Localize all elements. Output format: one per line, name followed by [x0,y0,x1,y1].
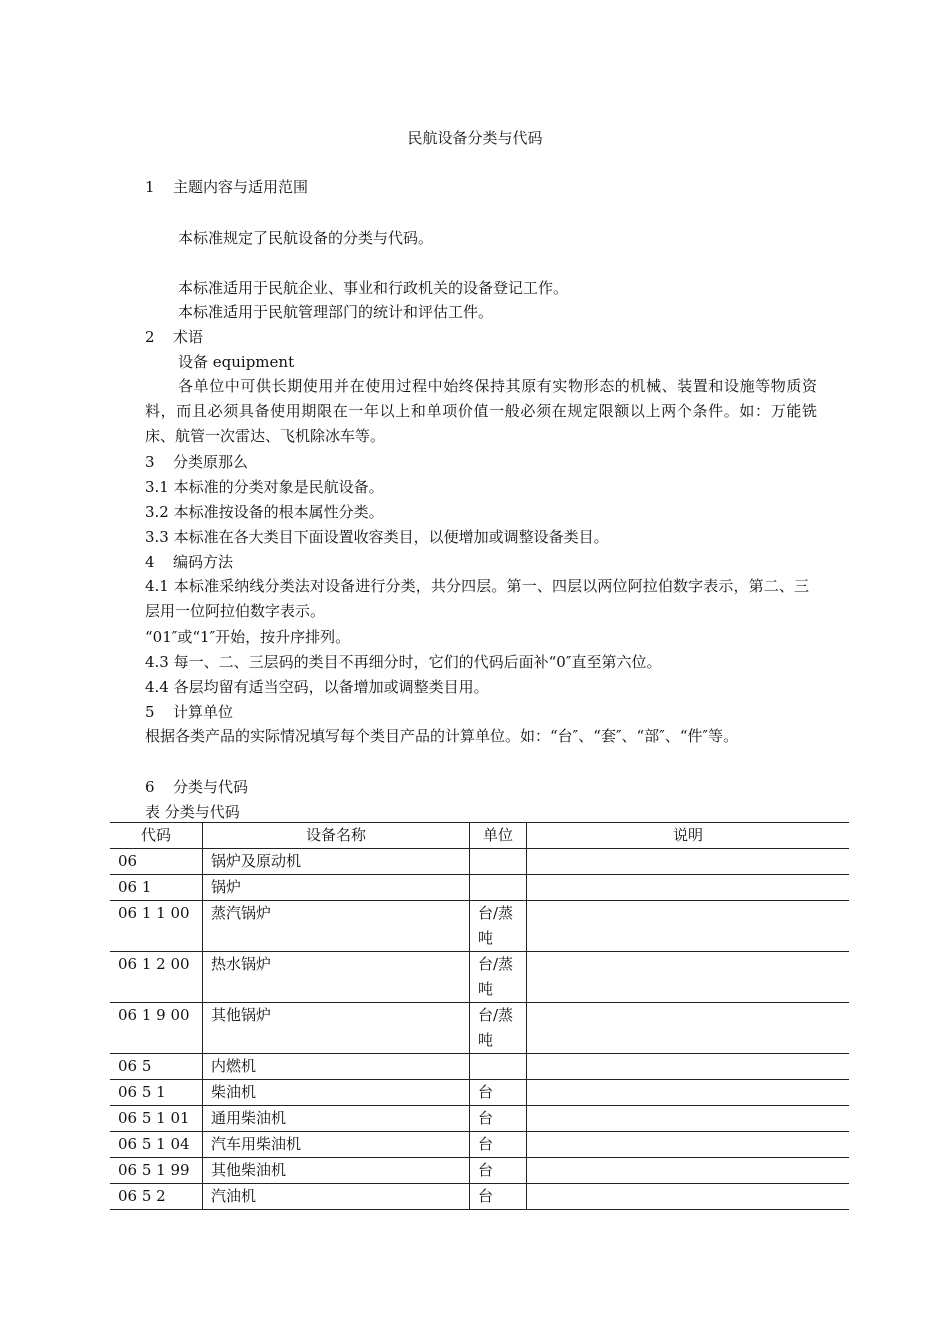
section-number: 2 [145,328,155,346]
cell-name: 蒸汽锅炉 [203,901,470,952]
table-row [110,901,849,952]
document-title: 民航设备分类与代码 [407,129,543,147]
cell-code: 06 5 [110,1054,203,1080]
cell-name: 热水锅炉 [203,952,470,1003]
section-3-heading [145,452,815,472]
section-title: 计算单位 [173,703,234,721]
table-row [110,1054,849,1080]
section-2-heading [145,327,815,347]
table-row [110,1132,849,1158]
table-row [110,1003,849,1054]
clause-4-1: 4.1 本标准采纳线分类法对设备进行分类，共分四层。第一、四层以两位阿拉伯数字表示，第二、三层用一位阿拉伯数字表示。 [145,577,809,620]
table-row [110,1158,849,1184]
cell-note [527,849,850,875]
section-number: 4 [145,553,155,571]
table-row [110,1106,849,1132]
cell-code: 06 5 2 [110,1184,203,1210]
clause-3-3: 3.3 本标准在各大类目下面设置收容类目，以便增加或调整设备类目。 [145,528,609,546]
cell-name: 内燃机 [203,1054,470,1080]
cell-unit [470,1054,527,1080]
section-title: 分类原那么 [173,453,249,471]
term-equipment: 设备 equipment [178,353,295,371]
cell-note [527,1054,850,1080]
cell-note [527,952,850,1003]
cell-name: 锅炉及原动机 [203,849,470,875]
section-title: 编码方法 [173,553,234,571]
cell-unit: 台 [470,1132,527,1158]
section-number: 3 [145,453,155,471]
cell-name: 其他锅炉 [203,1003,470,1054]
scope-paragraph-3: 本标准适用于民航管理部门的统计和评估工件。 [178,303,494,321]
clause-3-2: 3.2 本标准按设备的根本属性分类。 [145,503,384,521]
clause-4-3: 4.3 每一、二、三层码的类目不再细分时，它们的代码后面补“0″直至第六位。 [145,653,662,671]
table-row [110,875,849,901]
cell-unit: 台/蒸吨 [470,1003,527,1054]
clause-4-note: “01″或“1″开始，按升序排列。 [145,628,351,646]
header-note: 说明 [527,823,850,849]
cell-code: 06 5 1 01 [110,1106,203,1132]
term-definition: 各单位中可供长期使用并在使用过程中始终保持其原有实物形态的机械、装置和设施等物质资料，而且必须具备使用期限在一年以上和单项价值一般必须在规定限额以上两个条件。如：万能铣床、航管一次雷达、飞机除冰车等。 [145,377,817,445]
section-title: 主题内容与适用范围 [173,178,309,196]
cell-name: 通用柴油机 [203,1106,470,1132]
table-caption: 表 分类与代码 [145,803,240,821]
cell-name: 柴油机 [203,1080,470,1106]
scope-paragraph-2: 本标准适用于民航企业、事业和行政机关的设备登记工作。 [178,279,569,297]
cell-code: 06 1 [110,875,203,901]
cell-name: 汽油机 [203,1184,470,1210]
cell-note [527,901,850,952]
table-header-row [110,823,849,849]
cell-unit: 台/蒸吨 [470,901,527,952]
cell-name: 锅炉 [203,875,470,901]
cell-unit: 台 [470,1106,527,1132]
cell-note [527,1080,850,1106]
table-row [110,849,849,875]
cell-code: 06 5 1 04 [110,1132,203,1158]
cell-code: 06 5 1 99 [110,1158,203,1184]
cell-unit [470,849,527,875]
header-name: 设备名称 [203,823,470,849]
cell-note [527,1184,850,1210]
cell-unit: 台 [470,1184,527,1210]
section-number: 5 [145,703,155,721]
scope-paragraph-1: 本标准规定了民航设备的分类与代码。 [178,229,434,247]
cell-name: 其他柴油机 [203,1158,470,1184]
cell-note [527,1003,850,1054]
section-number: 1 [145,178,155,196]
cell-unit: 台/蒸吨 [470,952,527,1003]
section-number: 6 [145,778,155,796]
section-title: 分类与代码 [173,778,249,796]
classification-table [110,822,849,1210]
cell-note [527,1132,850,1158]
cell-unit [470,875,527,901]
cell-unit: 台 [470,1080,527,1106]
header-unit: 单位 [470,823,527,849]
section-5-paragraph: 根据各类产品的实际情况填写每个类目产品的计算单位。如：“台″、“套″、“部″、“件″等。 [145,727,739,745]
table-row [110,1184,849,1210]
cell-note [527,1158,850,1184]
cell-name: 汽车用柴油机 [203,1132,470,1158]
cell-code: 06 1 9 00 [110,1003,203,1054]
section-6-heading [145,777,815,797]
cell-unit: 台 [470,1158,527,1184]
cell-code: 06 1 2 00 [110,952,203,1003]
section-1-heading [145,177,815,197]
section-5-heading [145,702,815,722]
clause-3-1: 3.1 本标准的分类对象是民航设备。 [145,478,384,496]
header-code: 代码 [110,823,203,849]
cell-code: 06 5 1 [110,1080,203,1106]
cell-note [527,875,850,901]
clause-4-4: 4.4 各层均留有适当空码，以备增加或调整类目用。 [145,678,489,696]
cell-note [527,1106,850,1132]
table-row [110,1080,849,1106]
cell-code: 06 1 1 00 [110,901,203,952]
table-row [110,952,849,1003]
section-4-heading [145,552,815,572]
section-title: 术语 [173,328,204,346]
cell-code: 06 [110,849,203,875]
